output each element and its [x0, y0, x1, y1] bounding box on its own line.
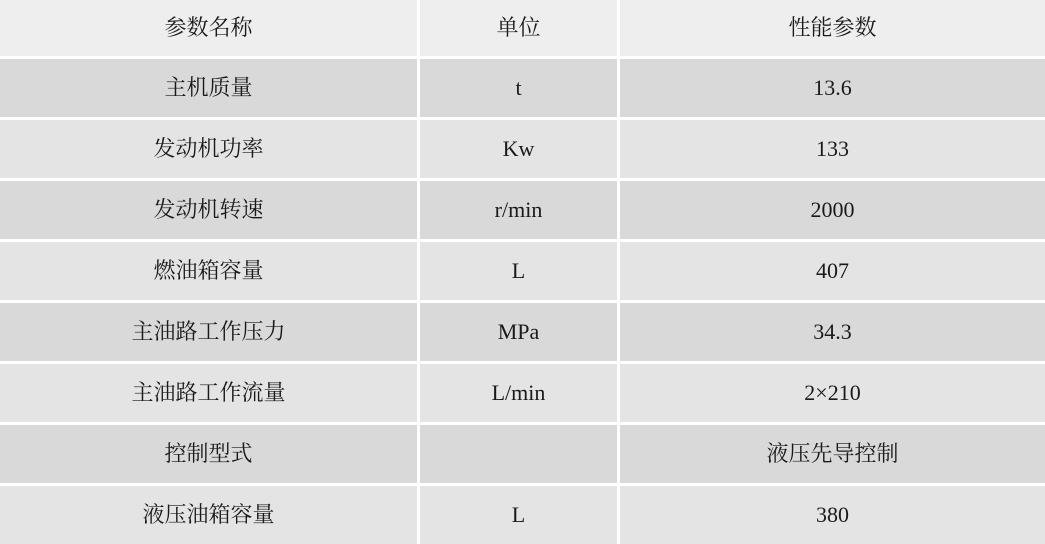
- unit-text: Kw: [502, 135, 535, 161]
- cell-value: [620, 364, 1045, 425]
- parameter-name-text: 主油路工作压力: [131, 318, 286, 344]
- table-body: [0, 59, 1045, 544]
- column-header-unit: [420, 0, 620, 59]
- table-header: [0, 0, 1045, 59]
- column-header-performance-value: [620, 0, 1045, 59]
- table-row: [0, 364, 1045, 425]
- cell-unit: [420, 59, 620, 120]
- value-text: 13.6: [813, 74, 852, 100]
- cell-value: [620, 303, 1045, 364]
- cell-parameter-name: [0, 303, 420, 364]
- table-row: [0, 486, 1045, 544]
- cell-unit: [420, 303, 620, 364]
- value-text: 380: [816, 501, 849, 527]
- cell-parameter-name: [0, 181, 420, 242]
- unit-text: L/min: [491, 379, 546, 405]
- cell-parameter-name: [0, 120, 420, 181]
- cell-parameter-name: [0, 486, 420, 544]
- cell-unit: [420, 181, 620, 242]
- cell-unit: [420, 242, 620, 303]
- table-row: [0, 120, 1045, 181]
- cell-value: [620, 59, 1045, 120]
- parameter-name-text: 燃油箱容量: [153, 257, 264, 283]
- value-text: 34.3: [813, 318, 852, 344]
- value-text: 133: [816, 135, 849, 161]
- cell-value: [620, 120, 1045, 181]
- cell-value: [620, 425, 1045, 486]
- cell-value: [620, 181, 1045, 242]
- cell-unit: [420, 120, 620, 181]
- table-header-row: [0, 0, 1045, 59]
- parameter-name-text: 主油路工作流量: [131, 379, 286, 405]
- cell-unit: [420, 364, 620, 425]
- unit-text: MPa: [497, 318, 540, 344]
- cell-parameter-name: [0, 59, 420, 120]
- parameter-name-text: 液压油箱容量: [142, 501, 275, 527]
- value-text: 407: [816, 257, 849, 283]
- cell-unit: [420, 425, 620, 486]
- cell-unit: [420, 486, 620, 544]
- cell-parameter-name: [0, 364, 420, 425]
- parameter-name-text: 发动机功率: [153, 135, 264, 161]
- value-text: 2000: [810, 196, 855, 222]
- parameter-name-text: 主机质量: [164, 74, 253, 100]
- cell-value: [620, 242, 1045, 303]
- table-row: [0, 242, 1045, 303]
- column-header-unit-label: 单位: [496, 14, 541, 40]
- unit-text: L: [511, 257, 526, 283]
- cell-parameter-name: [0, 425, 420, 486]
- column-header-performance-value-label: 性能参数: [788, 14, 877, 40]
- table-row: [0, 425, 1045, 486]
- table-row: [0, 181, 1045, 242]
- table-row: [0, 59, 1045, 120]
- parameter-name-text: 发动机转速: [153, 196, 264, 222]
- parameter-name-text: 控制型式: [164, 440, 253, 466]
- cell-value: [620, 486, 1045, 544]
- unit-text: L: [511, 501, 526, 527]
- column-header-parameter-name-label: 参数名称: [164, 14, 253, 40]
- unit-text: r/min: [494, 196, 543, 222]
- value-text: 2×210: [804, 379, 861, 405]
- unit-text: t: [515, 74, 522, 100]
- value-text: 液压先导控制: [766, 440, 899, 466]
- table-row: [0, 303, 1045, 364]
- column-header-parameter-name: [0, 0, 420, 59]
- cell-parameter-name: [0, 242, 420, 303]
